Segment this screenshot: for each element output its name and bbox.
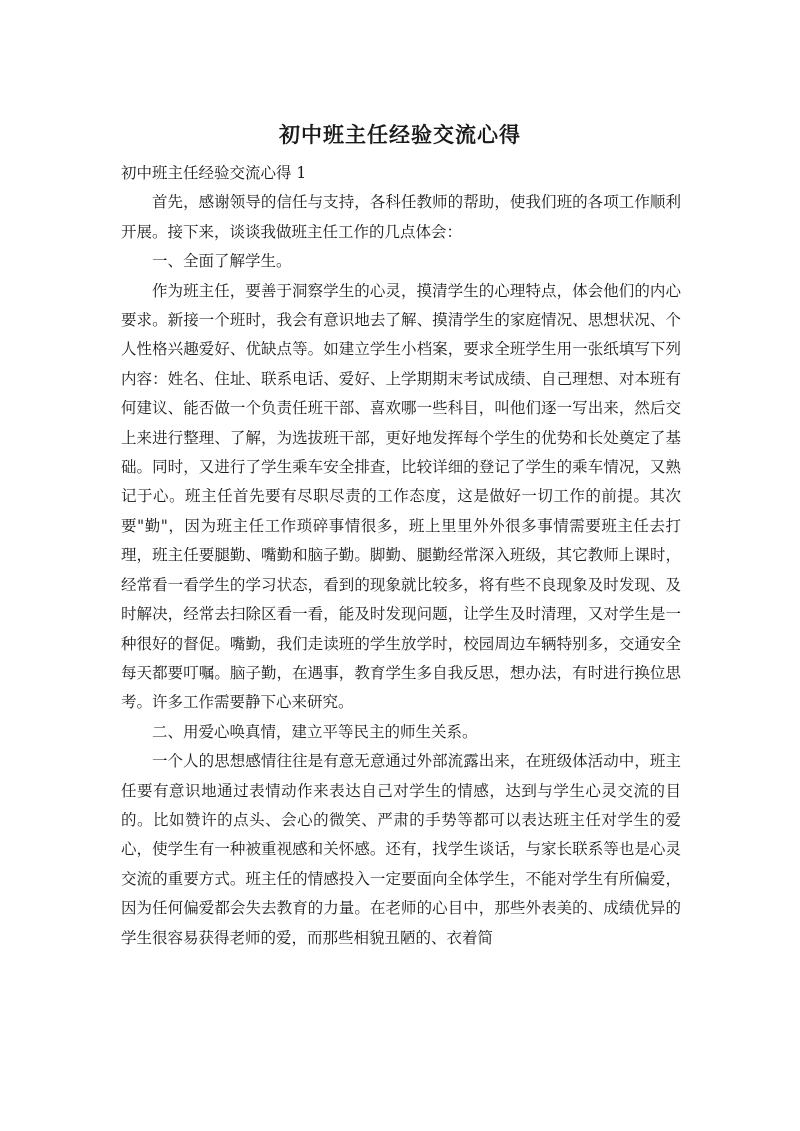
heading-love-and-democracy: 二、用爱心唤真情，建立平等民主的师生关系。	[152, 722, 478, 741]
paragraph-understand-students: 作为班主任，要善于洞察学生的心灵，摸清学生的心理特点，体会他们的内心要求。新接一个班时，我会有意识地去了解、摸清学生的家庭情况、思想状况、个人性格兴趣爱好、优缺点等。如建立学生小档案，要求全班学生用一张纸填写下列内容：姓名、住址、联系电话、爱好、上学期期末考试成绩、自己理想、对本班有何建议、能否做一个负责任班干部、喜欢哪一些科目，叫他们逐一写出来，然后交上来进行整理、了解，为选拔班干部，更好地发挥每个学生的优势和长处奠定了基础。同时，又进行了学生乘车安全排查，比较详细的登记了学生的乘车情况，又熟记于心。班主任首先要有尽职尽责的工作态度，这是做好一切工作的前提。其次要"勤"，因为班主任工作琐碎事情很多，班上里里外外很多事情需要班主任去打理，班主任要腿勤、嘴勤和脑子勤。脚勤、腿勤经常深入班级，其它教师上课时，经常看一看学生的学习状态，看到的现象就比较多，将有些不良现象及时发现、及时解决，经常去扫除区看一看，能及时发现问题，让学生及时清理，又对学生是一种很好的督促。嘴勤，我们走读班的学生放学时，校园周边车辆特别多，交通安全每天都要叮嘱。脑子勤，在遇事，教育学生多自我反思，想办法，有时进行换位思考。许多工作需要静下心来研究。	[121, 281, 681, 712]
heading-understand-students: 一、全面了解学生。	[152, 252, 292, 271]
paragraph-love-and-democracy: 一个人的思想感情往往是有意无意通过外部流露出来，在班级体活动中，班主任要有意识地通过表情动作来表达自己对学生的情感，达到与学生心灵交流的目的。比如赞许的点头、会心的微笑、严肃的手势等都可以表达班主任对学生的爱心，使学生有一种被重视感和关怀感。还有，找学生谈话，与家长联系等也是心灵交流的重要方式。班主任的情感投入一定要面向全体学生，不能对学生有所偏爱，因为任何偏爱都会失去教育的力量。在老师的心目中，那些外表美的、成绩优异的学生很容易获得老师的爱，而那些相貌丑陋的、衣着简	[121, 752, 681, 947]
document-body	[121, 159, 681, 953]
paragraph-intro: 首先，感谢领导的信任与支持，各科任教师的帮助，使我们班的各项工作顺利开展。接下来，谈谈我做班主任工作的几点体会：	[121, 193, 681, 241]
document-title: 初中班主任经验交流心得	[279, 123, 521, 147]
section-subtitle: 初中班主任经验交流心得 1	[121, 164, 307, 182]
